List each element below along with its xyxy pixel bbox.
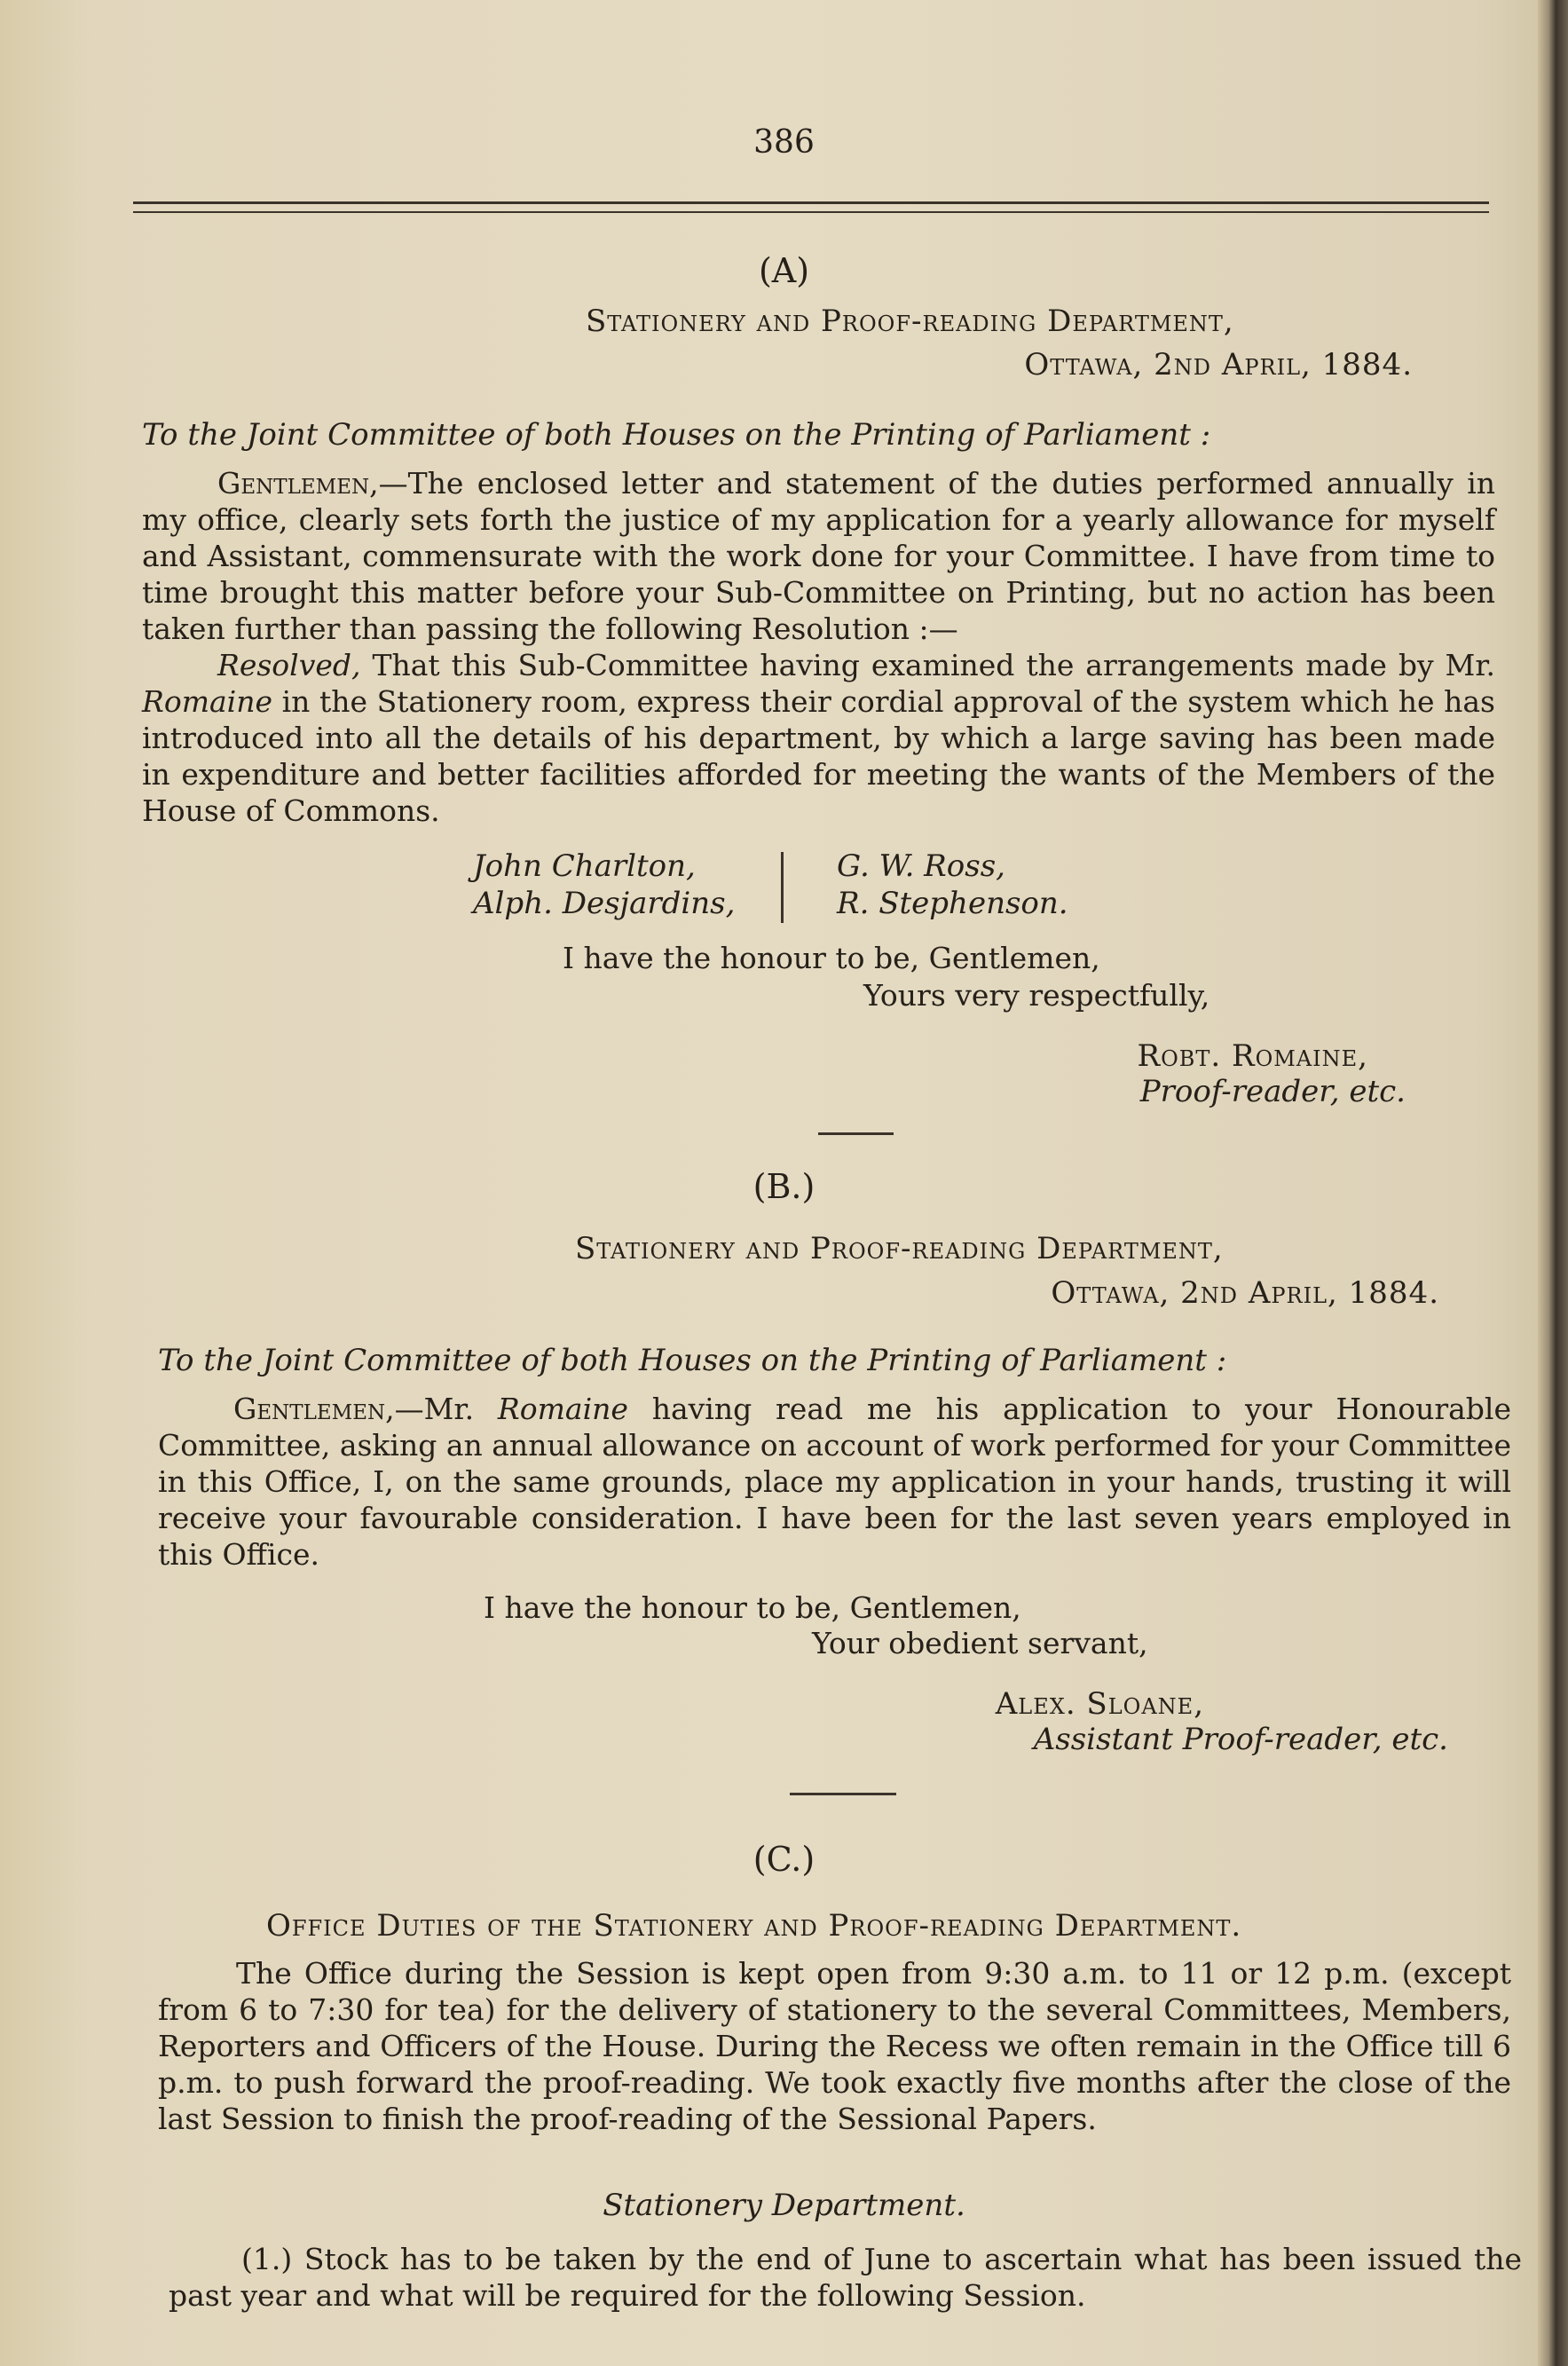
section-c-heading: Office Duties of the Stationery and Proof-reading Department.	[266, 1908, 1242, 1944]
section-a-body-text: —The enclosed letter and statement of the duties performed annually in my office, clearly sets forth the justice of my application for a yearly allowance for myself and Assistant, commensurate with the work done for your Committee. I have from time to time brought this matter before your Sub-Committee on Printing, but no action has been taken further than passing the following Resolution :—	[142, 466, 1495, 646]
signatory: Alph. Desjardins,	[473, 886, 736, 921]
section-b-signer-title: Assistant Proof-reader, etc.	[1033, 1722, 1448, 1757]
section-c-item-1	[169, 2241, 1522, 2314]
header-rule-top	[133, 201, 1489, 204]
section-b-closing-1: I have the honour to be, Gentlemen,	[484, 1590, 1021, 1625]
section-c-marker: (C.)	[752, 1840, 816, 1879]
section-a-closing-1: I have the honour to be, Gentlemen,	[563, 941, 1100, 975]
signatory: G. W. Ross,	[837, 848, 1005, 884]
section-b-signer-name: Alex. Sloane,	[995, 1686, 1204, 1722]
section-a-closing-2: Yours very respectfully,	[863, 978, 1210, 1013]
resolution-text-1: That this Sub-Committee having examined the arrangements made by Mr.	[360, 648, 1495, 682]
signatories-left	[473, 848, 735, 922]
section-b-closing-2: Your obedient servant,	[812, 1626, 1148, 1660]
section-c-body-text: The Office during the Session is kept open from 9:30 a.m. to 11 or 12 p.m. (except from 6 to 7:30 for tea) for the delivery of stationery to the several Committees, Members, Reporters and Officers of the House. During the Recess we often remain in the Office till 6 p.m. to push forward the proof-reading. We took exactly five months after the close of the last Session to finish the proof-reading of the Sessional Papers.	[158, 1956, 1511, 2136]
section-c-body	[158, 1955, 1511, 2137]
section-b-body-pre: —Mr.	[394, 1392, 498, 1426]
resolution-text-2: in the Stationery room, express their cordial approval of the system which he has introduced into all the details of his department, by which a large saving has been made in expenditure and better facilities afforded for meeting the wants of the Members of the House of Commons.	[142, 684, 1495, 828]
signatories-right	[837, 848, 1068, 922]
section-a-salutation: Gentlemen,	[217, 466, 379, 501]
section-b-department: Stationery and Proof-reading Department,	[575, 1231, 1224, 1266]
section-a-marker: (A)	[758, 251, 810, 290]
section-a-resolution	[142, 647, 1495, 829]
section-c-subheading: Stationery Department.	[603, 2188, 965, 2223]
section-b-marker: (B.)	[752, 1167, 816, 1206]
signatory: R. Stephenson.	[837, 886, 1068, 921]
resolution-name: Romaine	[142, 684, 273, 719]
section-divider	[790, 1793, 896, 1795]
section-divider	[818, 1132, 894, 1135]
resolved-label: Resolved,	[217, 648, 361, 682]
section-b-place-date: Ottawa, 2nd April, 1884.	[1051, 1275, 1439, 1311]
signatory: John Charlton,	[473, 848, 696, 884]
header-rule-bottom	[133, 211, 1489, 213]
page-number: 386	[753, 124, 815, 161]
section-a-department: Stationery and Proof-reading Department,	[586, 304, 1234, 339]
section-a-body	[142, 465, 1495, 647]
section-b-body-post: having read me his application to your Honourable Committee, asking an annual allowance on account of work performed for your Committee in this Office, I, on the same grounds, place my application in your hands, trusting it will receive your favourable consideration. I have been for the last seven years employed in this Office.	[158, 1392, 1512, 1572]
section-a-addressee: To the Joint Committee of both Houses on the Printing of Parliament :	[142, 417, 1211, 453]
section-c-item-1-text: (1.) Stock has to be taken by the end of June to ascertain what has been issued the past year and what will be required for the following Session.	[169, 2242, 1522, 2313]
section-a-signer-name: Robt. Romaine,	[1137, 1038, 1368, 1074]
signatories-divider	[781, 852, 784, 923]
section-a-signer-title: Proof-reader, etc.	[1139, 1074, 1406, 1109]
section-b-body-name: Romaine	[497, 1392, 628, 1426]
section-b-body	[158, 1391, 1511, 1573]
section-a-place-date: Ottawa, 2nd April, 1884.	[1024, 347, 1413, 383]
section-b-addressee: To the Joint Committee of both Houses on the Printing of Parliament :	[158, 1343, 1227, 1378]
section-b-salutation: Gentlemen,	[233, 1392, 395, 1426]
